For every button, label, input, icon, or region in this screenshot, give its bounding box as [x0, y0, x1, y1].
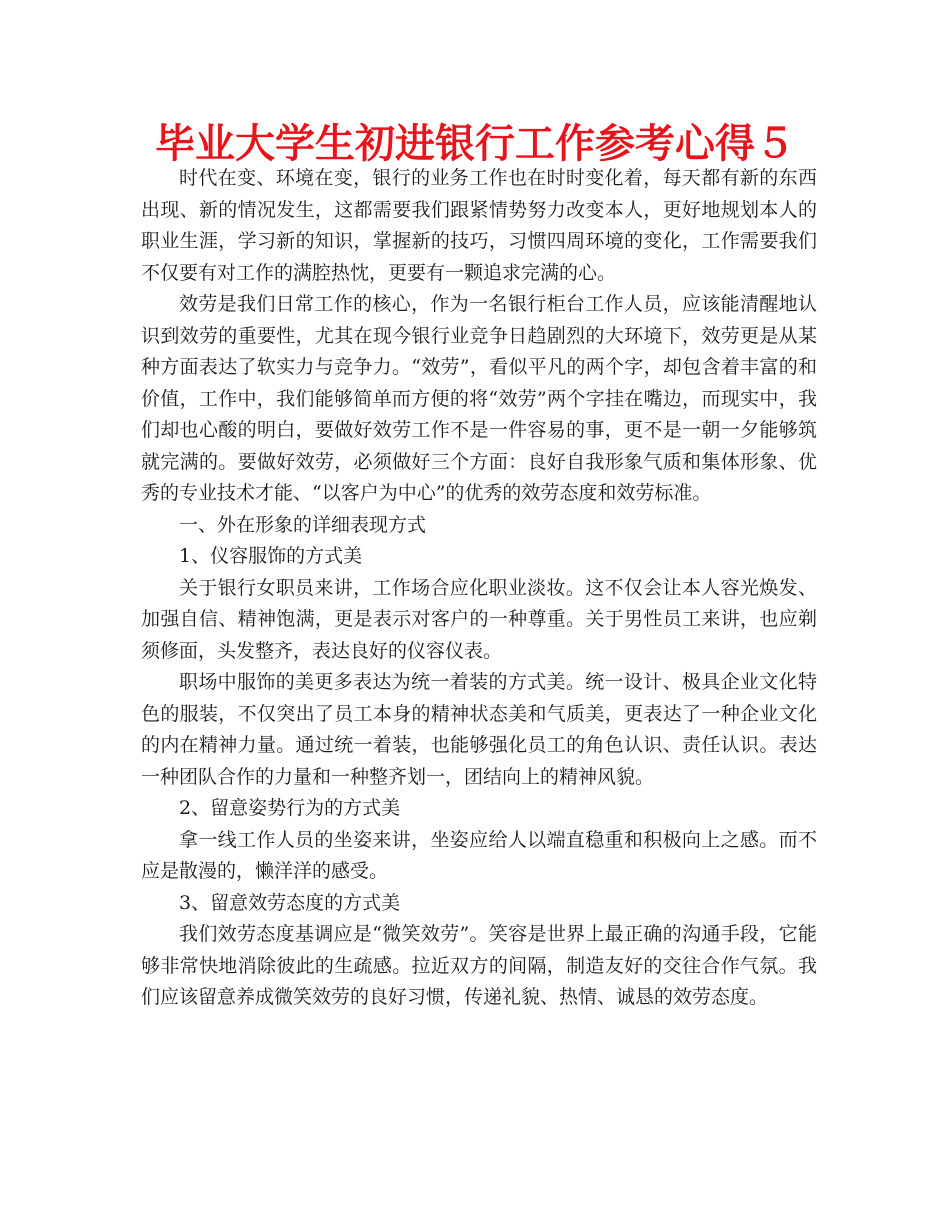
paragraph: 职场中服饰的美更多表达为统一着装的方式美。统一设计、极具企业文化特色的服装，不仅突出了员工本身的精神状态美和气质美，更表达了一种企业文化的内在精神力量。通过统一着装，也能够强化员工的角色认识、责任认识。表达一种团队合作的力量和一种整齐划一，团结向上的精神风貌。 [141, 671, 817, 788]
paragraph: 关于银行女职员来讲，工作场合应化职业淡妆。这不仅会让本人容光焕发、加强自信、精神饱满，更是表示对客户的一种尊重。关于男性员工来讲，也应剃须修面，头发整齐，表达良好的仪容仪表。 [141, 576, 817, 662]
subsection-heading: 1、仪容服饰的方式美 [179, 545, 363, 567]
paragraph: 我们效劳态度基调应是“微笑效劳”。笑容是世界上最正确的沟通手段，它能够非常快地消除彼此的生疏感。拉近双方的间隔，制造友好的交往合作气氛。我们应该留意养成微笑效劳的良好习惯，传递礼貌、热情、诚恳的效劳态度。 [141, 923, 817, 1008]
paragraph: 效劳是我们日常工作的核心，作为一名银行柜台工作人员，应该能清醒地认识到效劳的重要性，尤其在现今银行业竞争日趋剧烈的大环境下，效劳更是从某种方面表达了软实力与竞争力。“效劳”，看似平凡的两个字，却包含着丰富的和价值，工作中，我们能够简单而方便的将“效劳”两个字挂在嘴边，而现实中，我们却也心酸的明白，要做好效劳工作不是一件容易的事，更不是一朝一夕能够筑就完满的。要做好效劳，必须做好三个方面：良好自我形象气质和集体形象、优秀的专业技术才能、“以客户为中心”的优秀的效劳态度和效劳标准。 [141, 293, 817, 504]
subsection-heading: 3、留意效劳态度的方式美 [179, 891, 401, 914]
subsection-heading: 2、留意姿势行为的方式美 [179, 797, 401, 819]
paragraph: 拿一线工作人员的坐姿来讲，坐姿应给人以端直稳重和积极向上之感。而不应是散漫的，懒洋洋的感受。 [141, 828, 817, 882]
section-heading: 一、外在形象的详细表现方式 [179, 513, 427, 536]
paragraph: 时代在变、环境在变，银行的业务工作也在时时变化着，每天都有新的东西出现、新的情况发生，这都需要我们跟紧情势努力改变本人，更好地规划本人的职业生涯，学习新的知识，掌握新的技巧，习惯四周环境的变化，工作需要我们不仅要有对工作的满腔热忱，更要有一颗追求完满的心。 [141, 167, 817, 284]
document-title: 毕业大学生初进银行工作参考心得５ [155, 121, 795, 167]
document-body [141, 163, 817, 1014]
